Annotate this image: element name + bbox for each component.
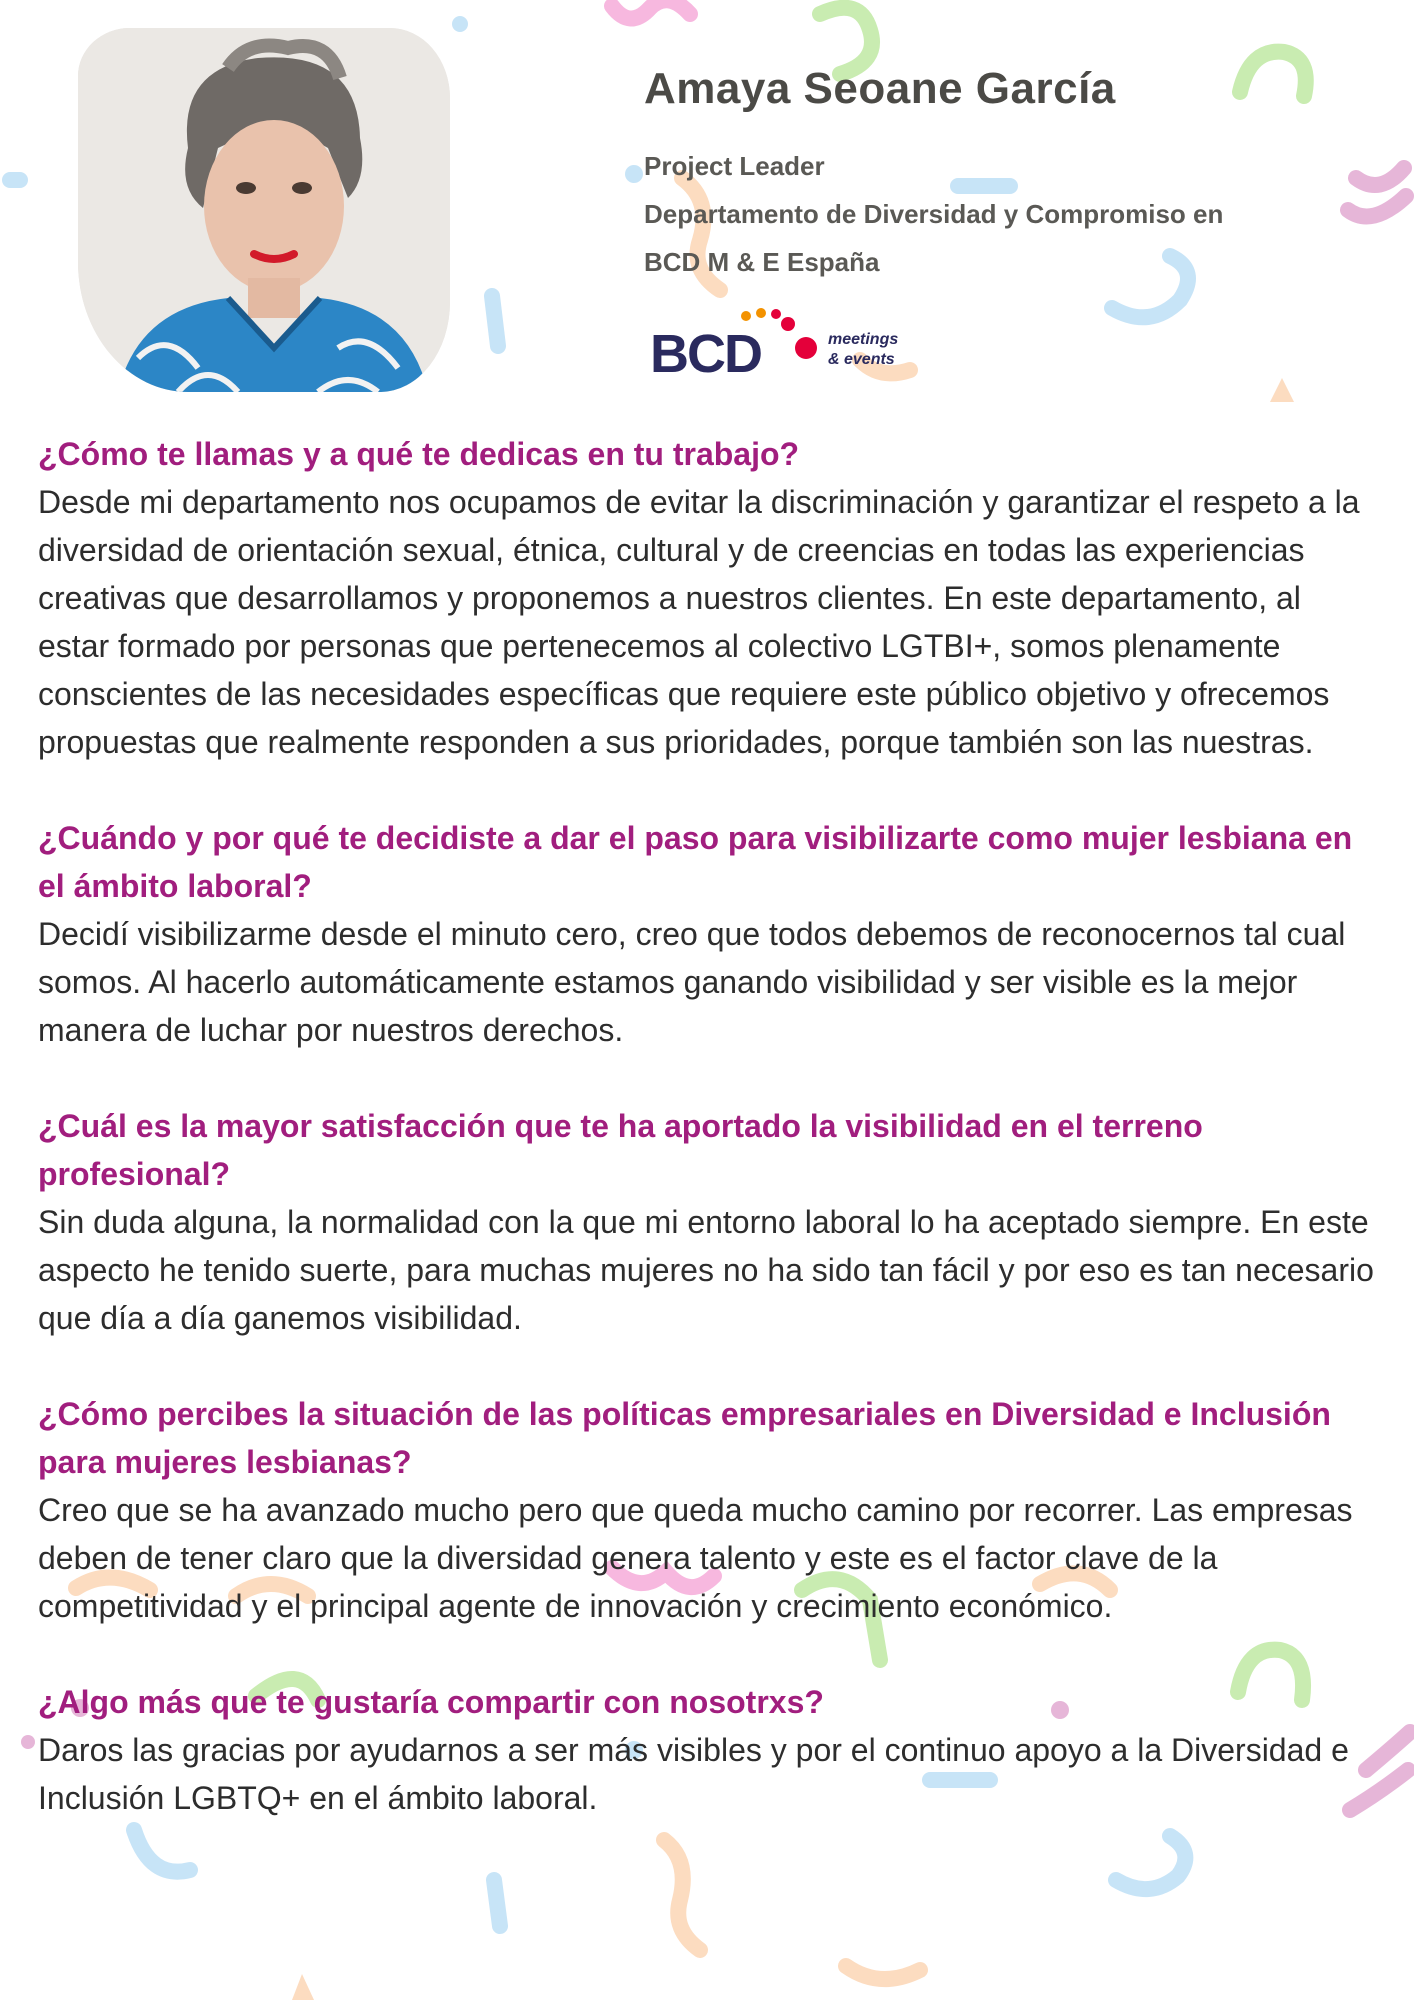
- question: ¿Cómo te llamas y a qué te dedicas en tu trabajo?: [38, 436, 800, 472]
- profile-department-line1: Departamento de Diversidad y Compromiso en: [644, 199, 1224, 229]
- logo-tagline-line1: meetings: [828, 331, 899, 348]
- qa-block: [38, 814, 1378, 1054]
- logo-brand-text: BCD: [650, 324, 761, 378]
- qa-block: [38, 430, 1378, 766]
- question: ¿Algo más que te gustaría compartir con nosotrxs?: [38, 1684, 824, 1720]
- answer: Decidí visibilizarme desde el minuto cero, creo que todos debemos de reconocernos tal cual somos. Al hacerlo automáticamente estamos ganando visibilidad y ser visible es la mejor manera de luchar por nuestros derechos.: [38, 916, 1346, 1048]
- qa-block: [38, 1102, 1378, 1342]
- question: ¿Cuándo y por qué te decidiste a dar el paso para visibilizarte como mujer lesbiana en el ámbito laboral?: [38, 820, 1353, 904]
- logo-tagline-line2: & events: [828, 351, 895, 368]
- qa-block: [38, 1678, 1378, 1822]
- profile-department-line2: BCD M & E España: [644, 247, 880, 277]
- answer: Creo que se ha avanzado mucho pero que queda mucho camino por recorrer. Las empresas deben de tener claro que la diversidad genera talento y este es el factor clave de la competitividad y el principal agente de innovación y crecimiento económico.: [38, 1492, 1353, 1624]
- profile-photo: [78, 28, 450, 392]
- qa-block: [38, 1390, 1378, 1630]
- profile-name: Amaya Seoane García: [644, 64, 1116, 113]
- profile-role: Project Leader: [644, 151, 825, 181]
- bcd-logo: [648, 308, 938, 378]
- answer: Sin duda alguna, la normalidad con la que mi entorno laboral lo ha aceptado siempre. En este aspecto he tenido suerte, para muchas mujeres no ha sido tan fácil y por eso es tan necesario que día a día ganemos visibilidad.: [38, 1204, 1374, 1336]
- interview-content: [38, 430, 1378, 1870]
- question: ¿Cómo percibes la situación de las políticas empresariales en Diversidad e Inclusión para mujeres lesbianas?: [38, 1396, 1331, 1480]
- answer: Desde mi departamento nos ocupamos de evitar la discriminación y garantizar el respeto a la diversidad de orientación sexual, étnica, cultural y de creencias en todas las experiencias creativas que desarrollamos y proponemos a nuestros clientes. En este departamento, al estar formado por personas que pertenecemos al colectivo LGTBI+, somos plenamente conscientes de las necesidades específicas que requiere este público objetivo y ofrecemos propuestas que realmente responden a sus prioridades, porque también son las nuestras.: [38, 484, 1360, 760]
- profile-header: [644, 64, 1223, 286]
- question: ¿Cuál es la mayor satisfacción que te ha aportado la visibilidad en el terreno profesional?: [38, 1108, 1203, 1192]
- answer: Daros las gracias por ayudarnos a ser más visibles y por el continuo apoyo a la Diversidad e Inclusión LGBTQ+ en el ámbito laboral.: [38, 1732, 1349, 1816]
